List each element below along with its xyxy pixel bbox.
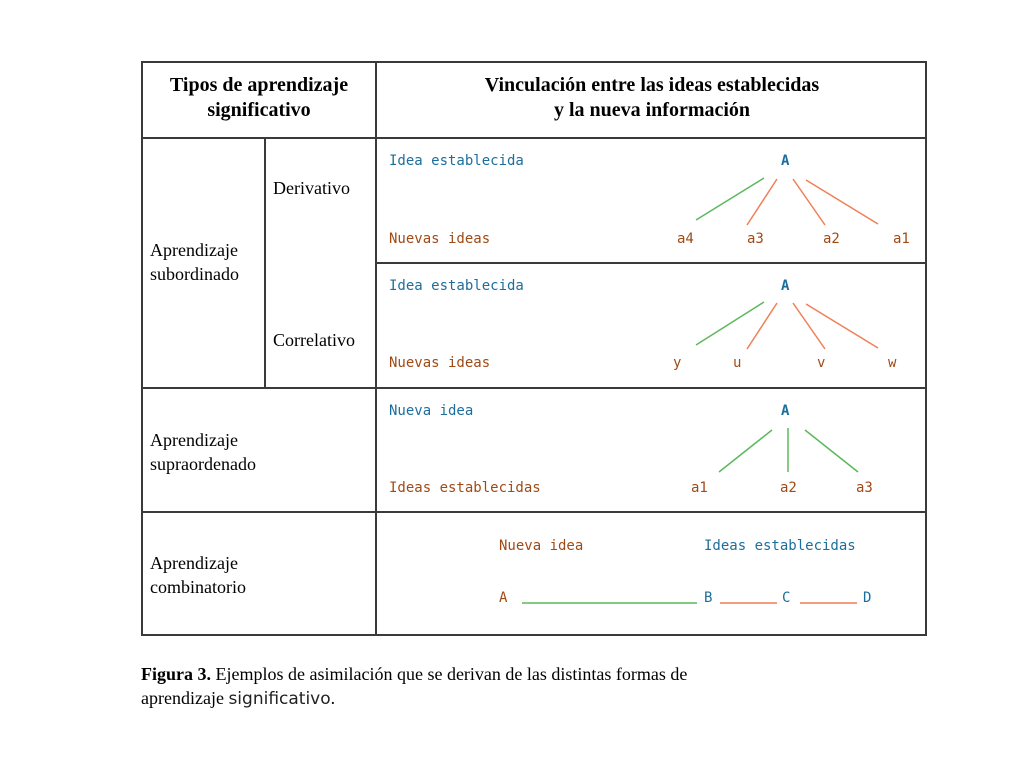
- supra-root-node: A: [781, 403, 790, 419]
- caption-line-1: [141, 662, 687, 686]
- derivativo-bottom-text: Nuevas ideas: [389, 231, 491, 247]
- label-subordinado: Aprendizaje subordinado: [150, 240, 239, 284]
- label-correlativo: Correlativo: [273, 330, 355, 350]
- link-correlativo-v: [793, 303, 825, 349]
- derivativo-child-a1: a1: [893, 231, 910, 247]
- comb-node-b: B: [704, 590, 713, 606]
- header-linkage: Vinculación entre las ideas establecidas y la nueva información: [484, 74, 820, 121]
- correlativo-child-w: w: [888, 355, 897, 371]
- comb-established-label: Ideas establecidas: [704, 538, 856, 554]
- derivativo-child-a3: a3: [747, 231, 764, 247]
- derivativo-child-a2: a2: [823, 231, 840, 247]
- label-supraordenado: Aprendizaje supraordenado: [150, 430, 256, 474]
- comb-new-idea-label: Nueva idea: [499, 538, 584, 554]
- correlativo-child-u: u: [733, 355, 742, 371]
- correlativo-child-y: y: [673, 355, 682, 371]
- derivativo-root-node: A: [781, 153, 790, 169]
- correlativo-bottom-text: Nuevas ideas: [389, 355, 491, 371]
- supra-top-text: Nueva idea: [389, 403, 474, 419]
- link-derivativo-a1: [806, 180, 878, 224]
- header-types: Tipos de aprendizaje significativo: [169, 74, 349, 121]
- caption-text: Ejemplos de asimilación que se derivan de las distintas formas de: [211, 664, 688, 684]
- link-supra-a3: [805, 430, 858, 472]
- correlativo-root-node: A: [781, 278, 790, 294]
- comb-node-c: C: [782, 590, 791, 606]
- caption-prefix: Figura 3.: [141, 664, 211, 684]
- supra-child-a3: a3: [856, 480, 873, 496]
- supra-bottom-text: Ideas establecidas: [389, 480, 541, 496]
- comb-node-d: D: [863, 590, 872, 606]
- correlativo-top-text: Idea establecida: [389, 278, 524, 294]
- derivativo-top-text: Idea establecida: [389, 153, 524, 169]
- label-combinatorio: Aprendizaje combinatorio: [150, 553, 246, 597]
- caption-line-2: [141, 686, 687, 711]
- caption-suffix: .: [330, 688, 336, 708]
- supra-child-a2: a2: [780, 480, 797, 496]
- label-derivativo: Derivativo: [273, 178, 350, 198]
- comb-node-a: A: [499, 590, 508, 606]
- link-derivativo-a2: [793, 179, 825, 225]
- link-supra-a1: [719, 430, 772, 472]
- link-correlativo-w: [806, 304, 878, 348]
- caption-text-2: aprendizaje: [141, 688, 229, 708]
- caption-link[interactable]: significativo: [228, 689, 331, 709]
- figure-caption: [141, 662, 687, 711]
- derivativo-child-a4: a4: [677, 231, 694, 247]
- correlativo-child-v: v: [817, 355, 826, 371]
- supra-child-a1: a1: [691, 480, 708, 496]
